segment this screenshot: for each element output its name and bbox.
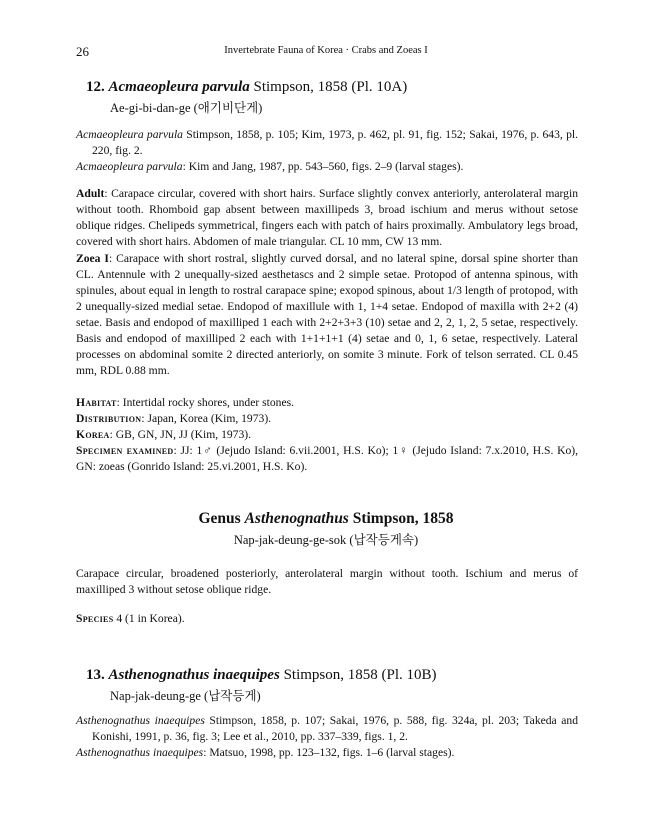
species-13-name: Asthenognathus inaequipes <box>108 667 280 683</box>
species-13-author: Stimpson, 1858 (Pl. 10B) <box>283 667 437 683</box>
distribution-text: : Japan, Korea (Kim, 1973). <box>141 412 272 425</box>
habitat-line <box>76 395 578 411</box>
zoea-label: Zoea I <box>76 252 109 265</box>
distribution-line <box>76 411 578 427</box>
synonym-name: Asthenognathus inaequipes <box>76 746 204 759</box>
distribution-label: Distribution <box>76 412 142 425</box>
zoea-description <box>76 251 578 379</box>
habitat-text: : Intertidal rocky shores, under stones. <box>116 396 295 409</box>
synonym-reference: : Matsuo, 1998, pp. 123–132, figs. 1–6 (larval stages). <box>203 746 455 759</box>
species-count-text: 4 (1 in Korea). <box>113 612 185 625</box>
species-12-details <box>76 395 578 475</box>
species-13-title <box>86 667 437 684</box>
synonym-entry <box>76 713 578 745</box>
specimen-label: Specimen examined <box>76 444 174 457</box>
specimen-text: : JJ: 1♂ (Jejudo Island: 6.vii.2001, H.S. Ko); 1♀ (Jejudo Island: 7.x.2010, H.S. Ko), GN: zoeas (Gonrido Island: 25.vi.2001, H.S. Ko). <box>76 444 579 473</box>
zoea-text: : Carapace with short rostral, slightly curved dorsal, and no lateral spine, dorsal spine shorter than CL. Antennule with 2 unequally-sized aesthetascs and 2 simple setae. Protopod of antenna spinous, with spinules, about equal in length to rostral carapace spine; exopod spinous, about 1/3 length of protopod, with 2 unequally-sized medial setae. Endopod of maxillule with 1, 1+4 setae. Endopod of maxilla with 2+2 (4) setae. Basis and endopod of maxilliped 1 each with 2+2+3+3 (10) setae and 2, 2, 1, 2, 5 setae, respectively. Basis and endopod of maxilliped 2 each with 1+1+1+1 (4) setae and 0, 1, 6 setae, respectively. Lateral processes on abdominal somite 2 directed anteriorly, on somite 3 minute. Fork of telson serrated. CL 0.45 mm, RDL 0.88 mm. <box>76 252 578 377</box>
habitat-label: Habitat <box>76 396 117 409</box>
korea-text: : GB, GN, JN, JJ (Kim, 1973). <box>109 428 252 441</box>
genus-korean-name: Nap-jak-deung-ge-sok (납작등게속) <box>233 533 419 547</box>
species-count-label: Species <box>76 612 114 625</box>
korea-label: Korea <box>76 428 110 441</box>
adult-text: : Carapace circular, covered with short hairs. Surface slightly convex anteriorly, anterolateral margin without tooth. Rhomboid gap absent between maxillipeds 3, broad ischium and merus without setose oblique ridges. Chelipeds symmetrical, fingers each with patch of hairs proximally. Ambulatory legs broad, covered with short hairs. Abdomen of male triangular. CL 10 mm, CW 13 mm. <box>76 187 578 248</box>
genus-description: Carapace circular, broadened posteriorly, anterolateral margin without tooth. Ischium and merus of maxilliped 3 without setose oblique ridge. <box>76 567 578 596</box>
synonym-name: Asthenognathus inaequipes <box>76 714 205 727</box>
genus-author: Stimpson, 1858 <box>348 510 454 527</box>
page-number: 26 <box>76 44 89 59</box>
species-13-korean-name: Nap-jak-deung-ge (납작등게) <box>110 689 261 703</box>
species-12-number: 12. <box>86 79 105 95</box>
synonym-reference: Stimpson, 1858, p. 105; Kim, 1973, p. 462, pl. 91, fig. 152; Sakai, 1976, p. 643, pl. 220, fig. 2. <box>92 128 578 157</box>
adult-description <box>76 186 578 250</box>
specimen-line <box>76 443 578 475</box>
adult-label: Adult <box>76 187 105 200</box>
synonym-entry <box>76 745 578 761</box>
synonym-reference: Stimpson, 1858, p. 107; Sakai, 1976, p. 588, fig. 324a, pl. 203; Takeda and Konishi, 1991, p. 36, fig. 3; Lee et al., 2010, pp. 337–339, figs. 1, 2. <box>92 714 578 743</box>
running-head: Invertebrate Fauna of Korea · Crabs and Zoeas I <box>224 45 428 56</box>
species-12-korean-name: Ae-gi-bi-dan-ge (애기비단게) <box>110 101 263 115</box>
genus-name: Asthenognathus <box>244 510 349 527</box>
synonym-reference: : Kim and Jang, 1987, pp. 543–560, figs. 2–9 (larval stages). <box>182 160 464 173</box>
species-12-name: Acmaeopleura parvula <box>108 79 250 95</box>
korea-line <box>76 427 578 443</box>
genus-title <box>0 510 652 528</box>
genus-prefix: Genus <box>198 510 245 527</box>
genus-species-count <box>76 611 578 627</box>
synonym-name: Acmaeopleura parvula <box>76 160 183 173</box>
species-12-title <box>86 79 407 96</box>
synonym-entry <box>76 127 578 159</box>
species-13-number: 13. <box>86 667 105 683</box>
species-12-synonymy <box>76 127 578 175</box>
species-13-synonymy <box>76 713 578 761</box>
species-12-author: Stimpson, 1858 (Pl. 10A) <box>253 79 408 95</box>
species-12-description <box>76 186 578 379</box>
synonym-entry <box>76 159 578 175</box>
synonym-name: Acmaeopleura parvula <box>76 128 183 141</box>
